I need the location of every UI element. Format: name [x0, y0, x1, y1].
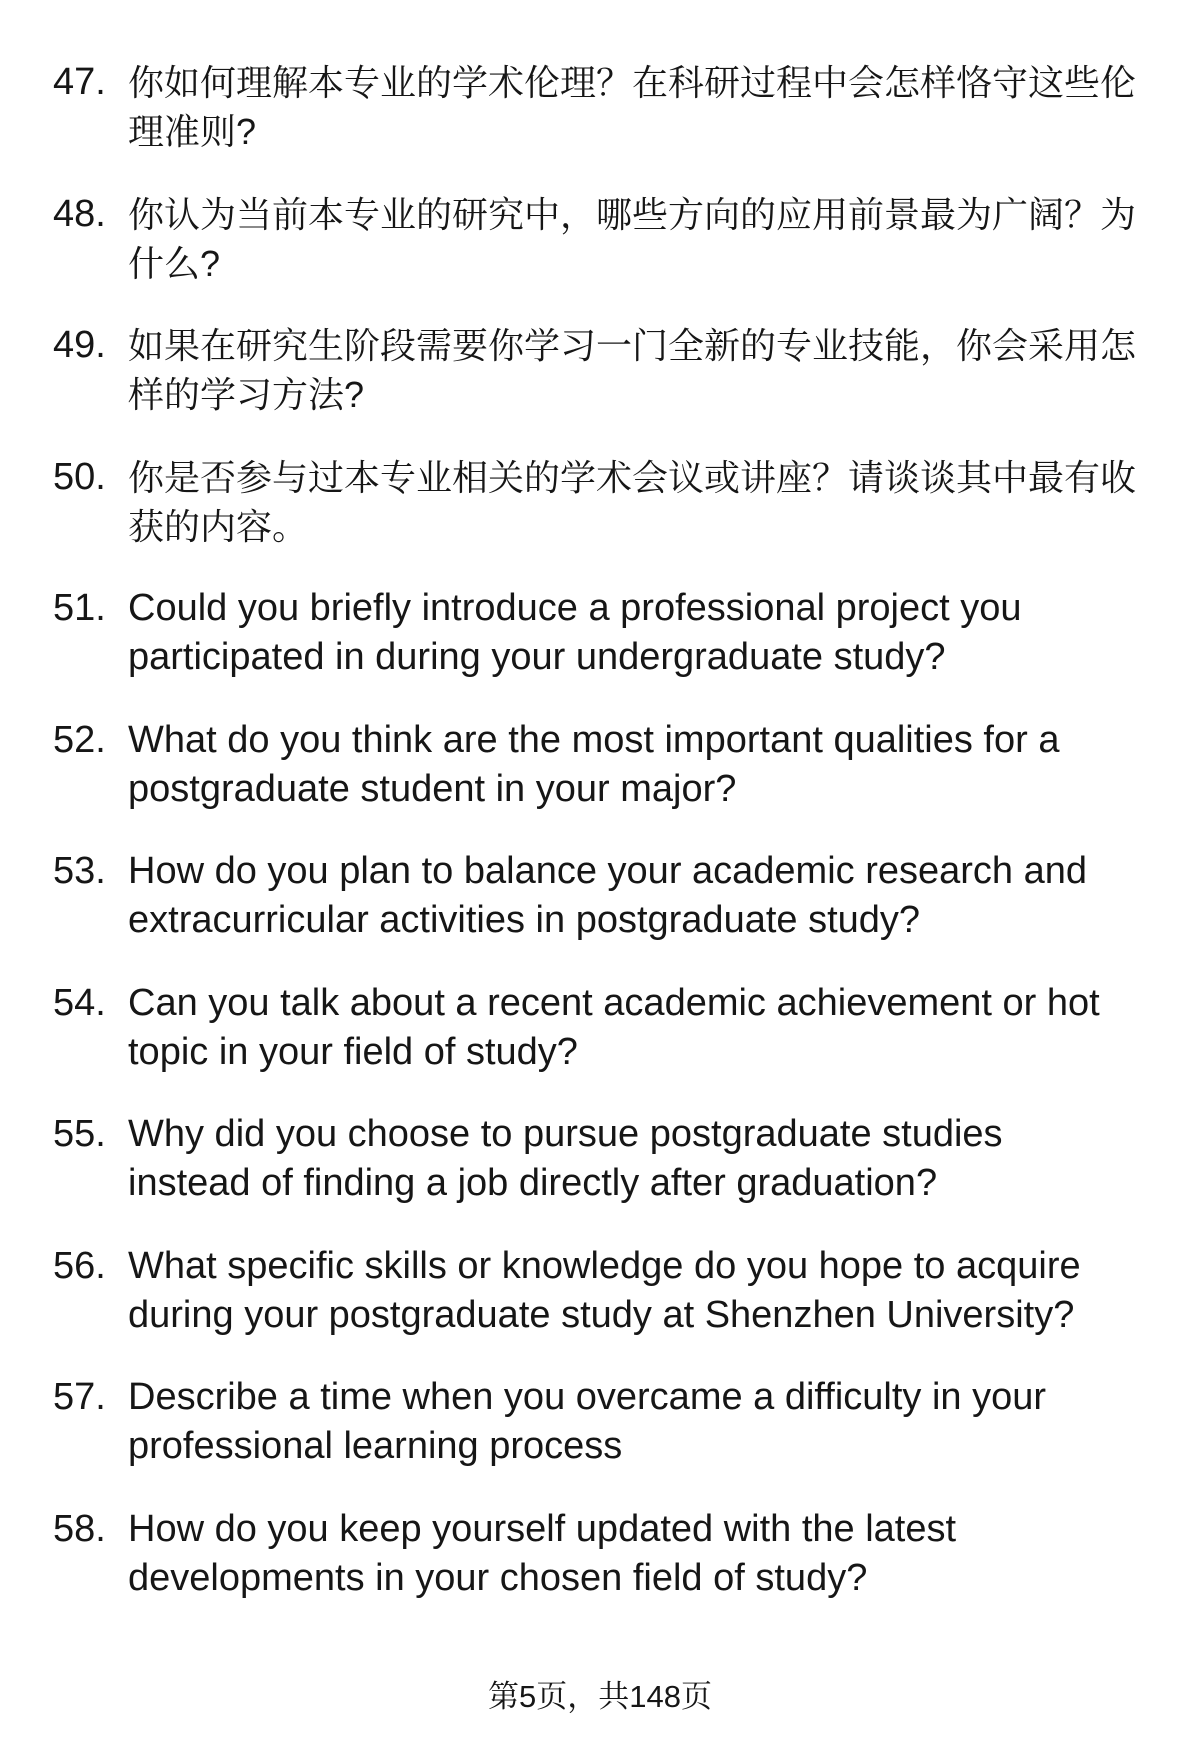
question-number: 50.: [53, 455, 106, 498]
question-text: [128, 321, 1200, 419]
question-number: 56.: [53, 1244, 106, 1287]
question-text: [128, 1505, 1200, 1603]
question-text: [128, 847, 1200, 945]
question-number: 55.: [53, 1113, 106, 1155]
question-number: 57.: [53, 1376, 106, 1418]
question-line: What specific skills or knowledge do you hope to acquire: [128, 1244, 1081, 1287]
question-line: professional learning process: [128, 1425, 623, 1467]
question-line: 如果在研究生阶段需要你学习一门全新的专业技能，你会采用怎: [128, 325, 1137, 366]
question-item: [0, 1242, 1200, 1340]
question-text: [128, 979, 1200, 1077]
question-number: 51.: [53, 587, 106, 629]
question-text: [128, 58, 1200, 156]
question-line: developments in your chosen field of study?: [128, 1556, 868, 1599]
question-text: [128, 716, 1200, 814]
question-item: [0, 584, 1200, 682]
question-item: [0, 58, 1200, 156]
question-line: 理准则?: [128, 111, 257, 152]
question-line: participated in during your undergraduate study?: [128, 636, 946, 678]
question-text: [128, 453, 1200, 551]
question-line: instead of finding a job directly after graduation?: [128, 1162, 938, 1204]
question-item: [0, 453, 1200, 551]
page-footer: 第5页，共148页: [488, 1679, 712, 1714]
question-line: What do you think are the most important qualities for a: [128, 718, 1060, 761]
question-number: 52.: [53, 718, 106, 761]
question-line: 你是否参与过本专业相关的学术会议或讲座？请谈谈其中最有收: [128, 456, 1137, 498]
question-line: 你如何理解本专业的学术伦理？在科研过程中会怎样恪守这些伦: [128, 62, 1137, 103]
question-item: [0, 1505, 1200, 1603]
question-item: [0, 847, 1200, 945]
question-number: 54.: [53, 981, 106, 1024]
question-line: How do you plan to balance your academic research and: [128, 850, 1088, 892]
question-line: Describe a time when you overcame a difficulty in your: [128, 1376, 1047, 1418]
question-number: 53.: [53, 850, 106, 892]
question-number: 47.: [53, 61, 106, 103]
question-line: extracurricular activities in postgraduate study?: [128, 899, 921, 941]
question-text: [128, 1110, 1200, 1208]
question-line: Can you talk about a recent academic achievement or hot: [128, 981, 1100, 1024]
question-line: topic in your field of study?: [128, 1030, 578, 1073]
question-number: 48.: [53, 192, 106, 235]
question-number: 49.: [53, 324, 106, 366]
question-line: during your postgraduate study at Shenzhen University?: [128, 1293, 1075, 1336]
question-item: [0, 321, 1200, 419]
question-line: Why did you choose to pursue postgraduate studies: [128, 1113, 1003, 1155]
question-text: [128, 1242, 1200, 1340]
question-item: [0, 1110, 1200, 1208]
question-line: 获的内容。: [128, 505, 309, 547]
question-text: [128, 584, 1200, 682]
question-line: 样的学习方法?: [128, 374, 365, 415]
question-line: How do you keep yourself updated with the latest: [128, 1507, 957, 1550]
question-text: [128, 190, 1200, 288]
question-text: [128, 1373, 1200, 1471]
question-item: [0, 190, 1200, 288]
question-line: 你认为当前本专业的研究中，哪些方向的应用前景最为广阔？为: [128, 193, 1137, 235]
question-line: Could you briefly introduce a professional project you: [128, 587, 1022, 629]
question-line: postgraduate student in your major?: [128, 767, 737, 810]
question-item: [0, 716, 1200, 814]
question-item: [0, 979, 1200, 1077]
question-number: 58.: [53, 1507, 106, 1550]
question-item: [0, 1373, 1200, 1471]
question-line: 什么?: [128, 242, 221, 284]
